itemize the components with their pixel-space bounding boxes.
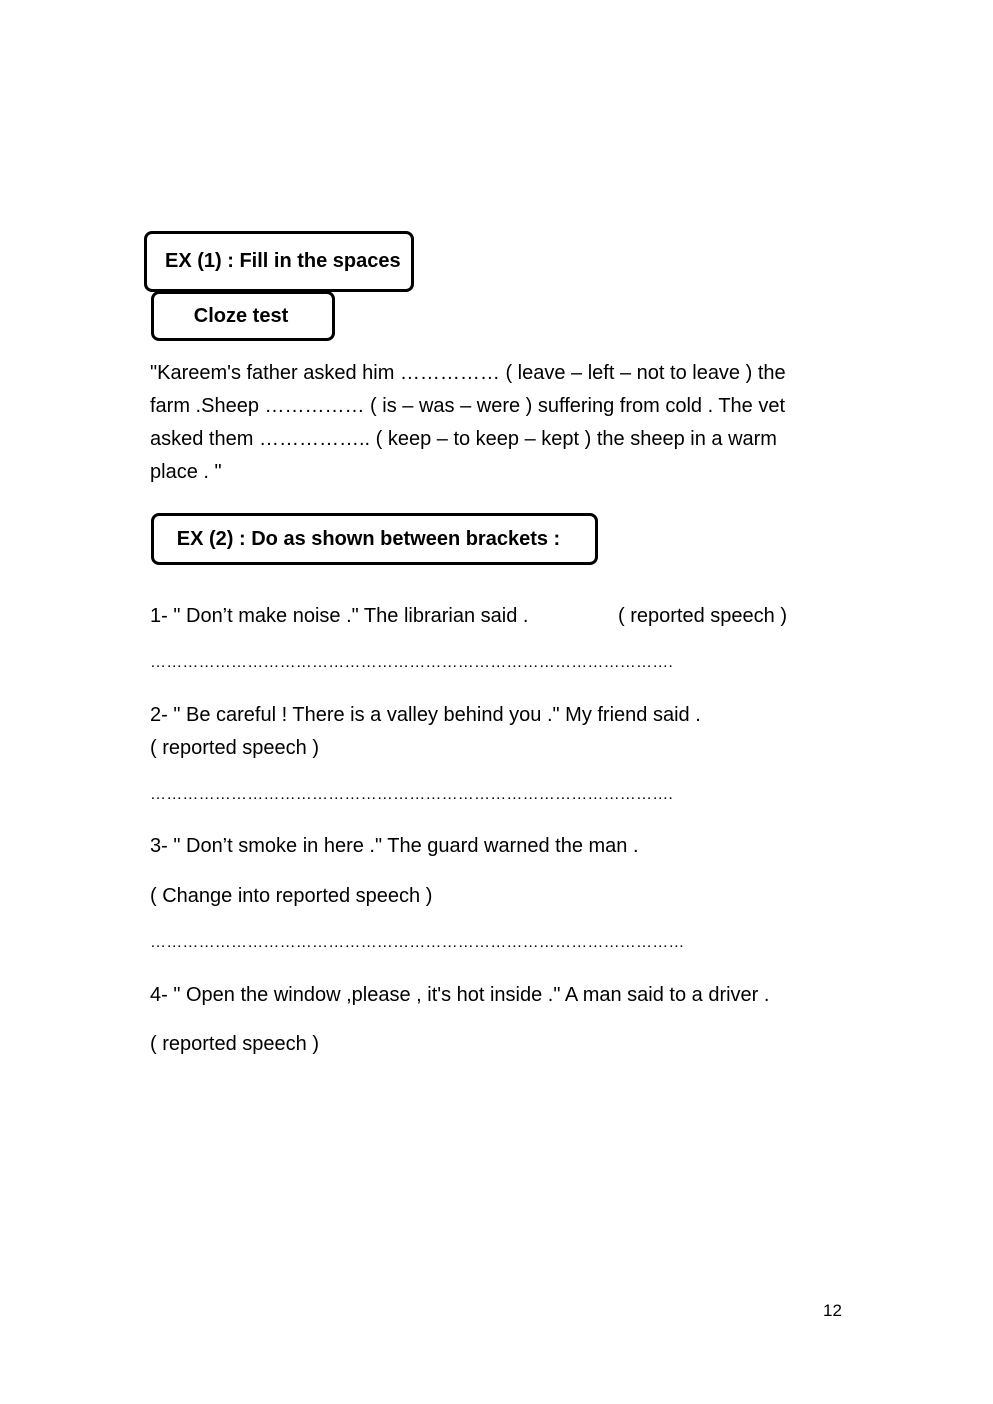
q2-answer-line: ……………………………………………………………………………………. xyxy=(150,786,674,803)
q1-instruction: ( reported speech ) xyxy=(618,605,787,627)
cloze-test-box xyxy=(151,291,335,341)
passage-line-2: farm .Sheep …………… ( is – was – were ) suffering from cold . The vet xyxy=(150,395,786,417)
q1-answer-line: ……………………………………………………………………………………. xyxy=(150,654,674,671)
q4-sentence: 4- " Open the window ,please , it's hot inside ." A man said to a driver . xyxy=(150,984,770,1006)
page-number: 12 xyxy=(823,1301,842,1320)
passage-line-4: place . " xyxy=(150,461,222,483)
ex1-title: EX (1) : Fill in the spaces xyxy=(165,250,401,272)
q2-sentence: 2- " Be careful ! There is a valley behind you ." My friend said . xyxy=(150,704,701,726)
ex1-title-box xyxy=(144,231,414,292)
cloze-test-label: Cloze test xyxy=(193,304,289,327)
ex2-title-box xyxy=(151,513,598,565)
passage-line-1: "Kareem's father asked him …………… ( leave – left – not to leave ) the xyxy=(150,362,786,384)
q3-answer-line: ……………………………………………………………………………………… xyxy=(150,934,685,951)
q1-sentence: 1- " Don’t make noise ." The librarian said . xyxy=(150,605,529,627)
q4-instruction: ( reported speech ) xyxy=(150,1033,319,1055)
q2-instruction: ( reported speech ) xyxy=(150,737,319,759)
q3-instruction: ( Change into reported speech ) xyxy=(150,885,433,907)
q3-sentence: 3- " Don’t smoke in here ." The guard warned the man . xyxy=(150,835,639,857)
ex2-title: EX (2) : Do as shown between brackets : xyxy=(176,527,561,550)
passage-line-3: asked them …………….. ( keep – to keep – kept ) the sheep in a warm xyxy=(150,428,777,450)
